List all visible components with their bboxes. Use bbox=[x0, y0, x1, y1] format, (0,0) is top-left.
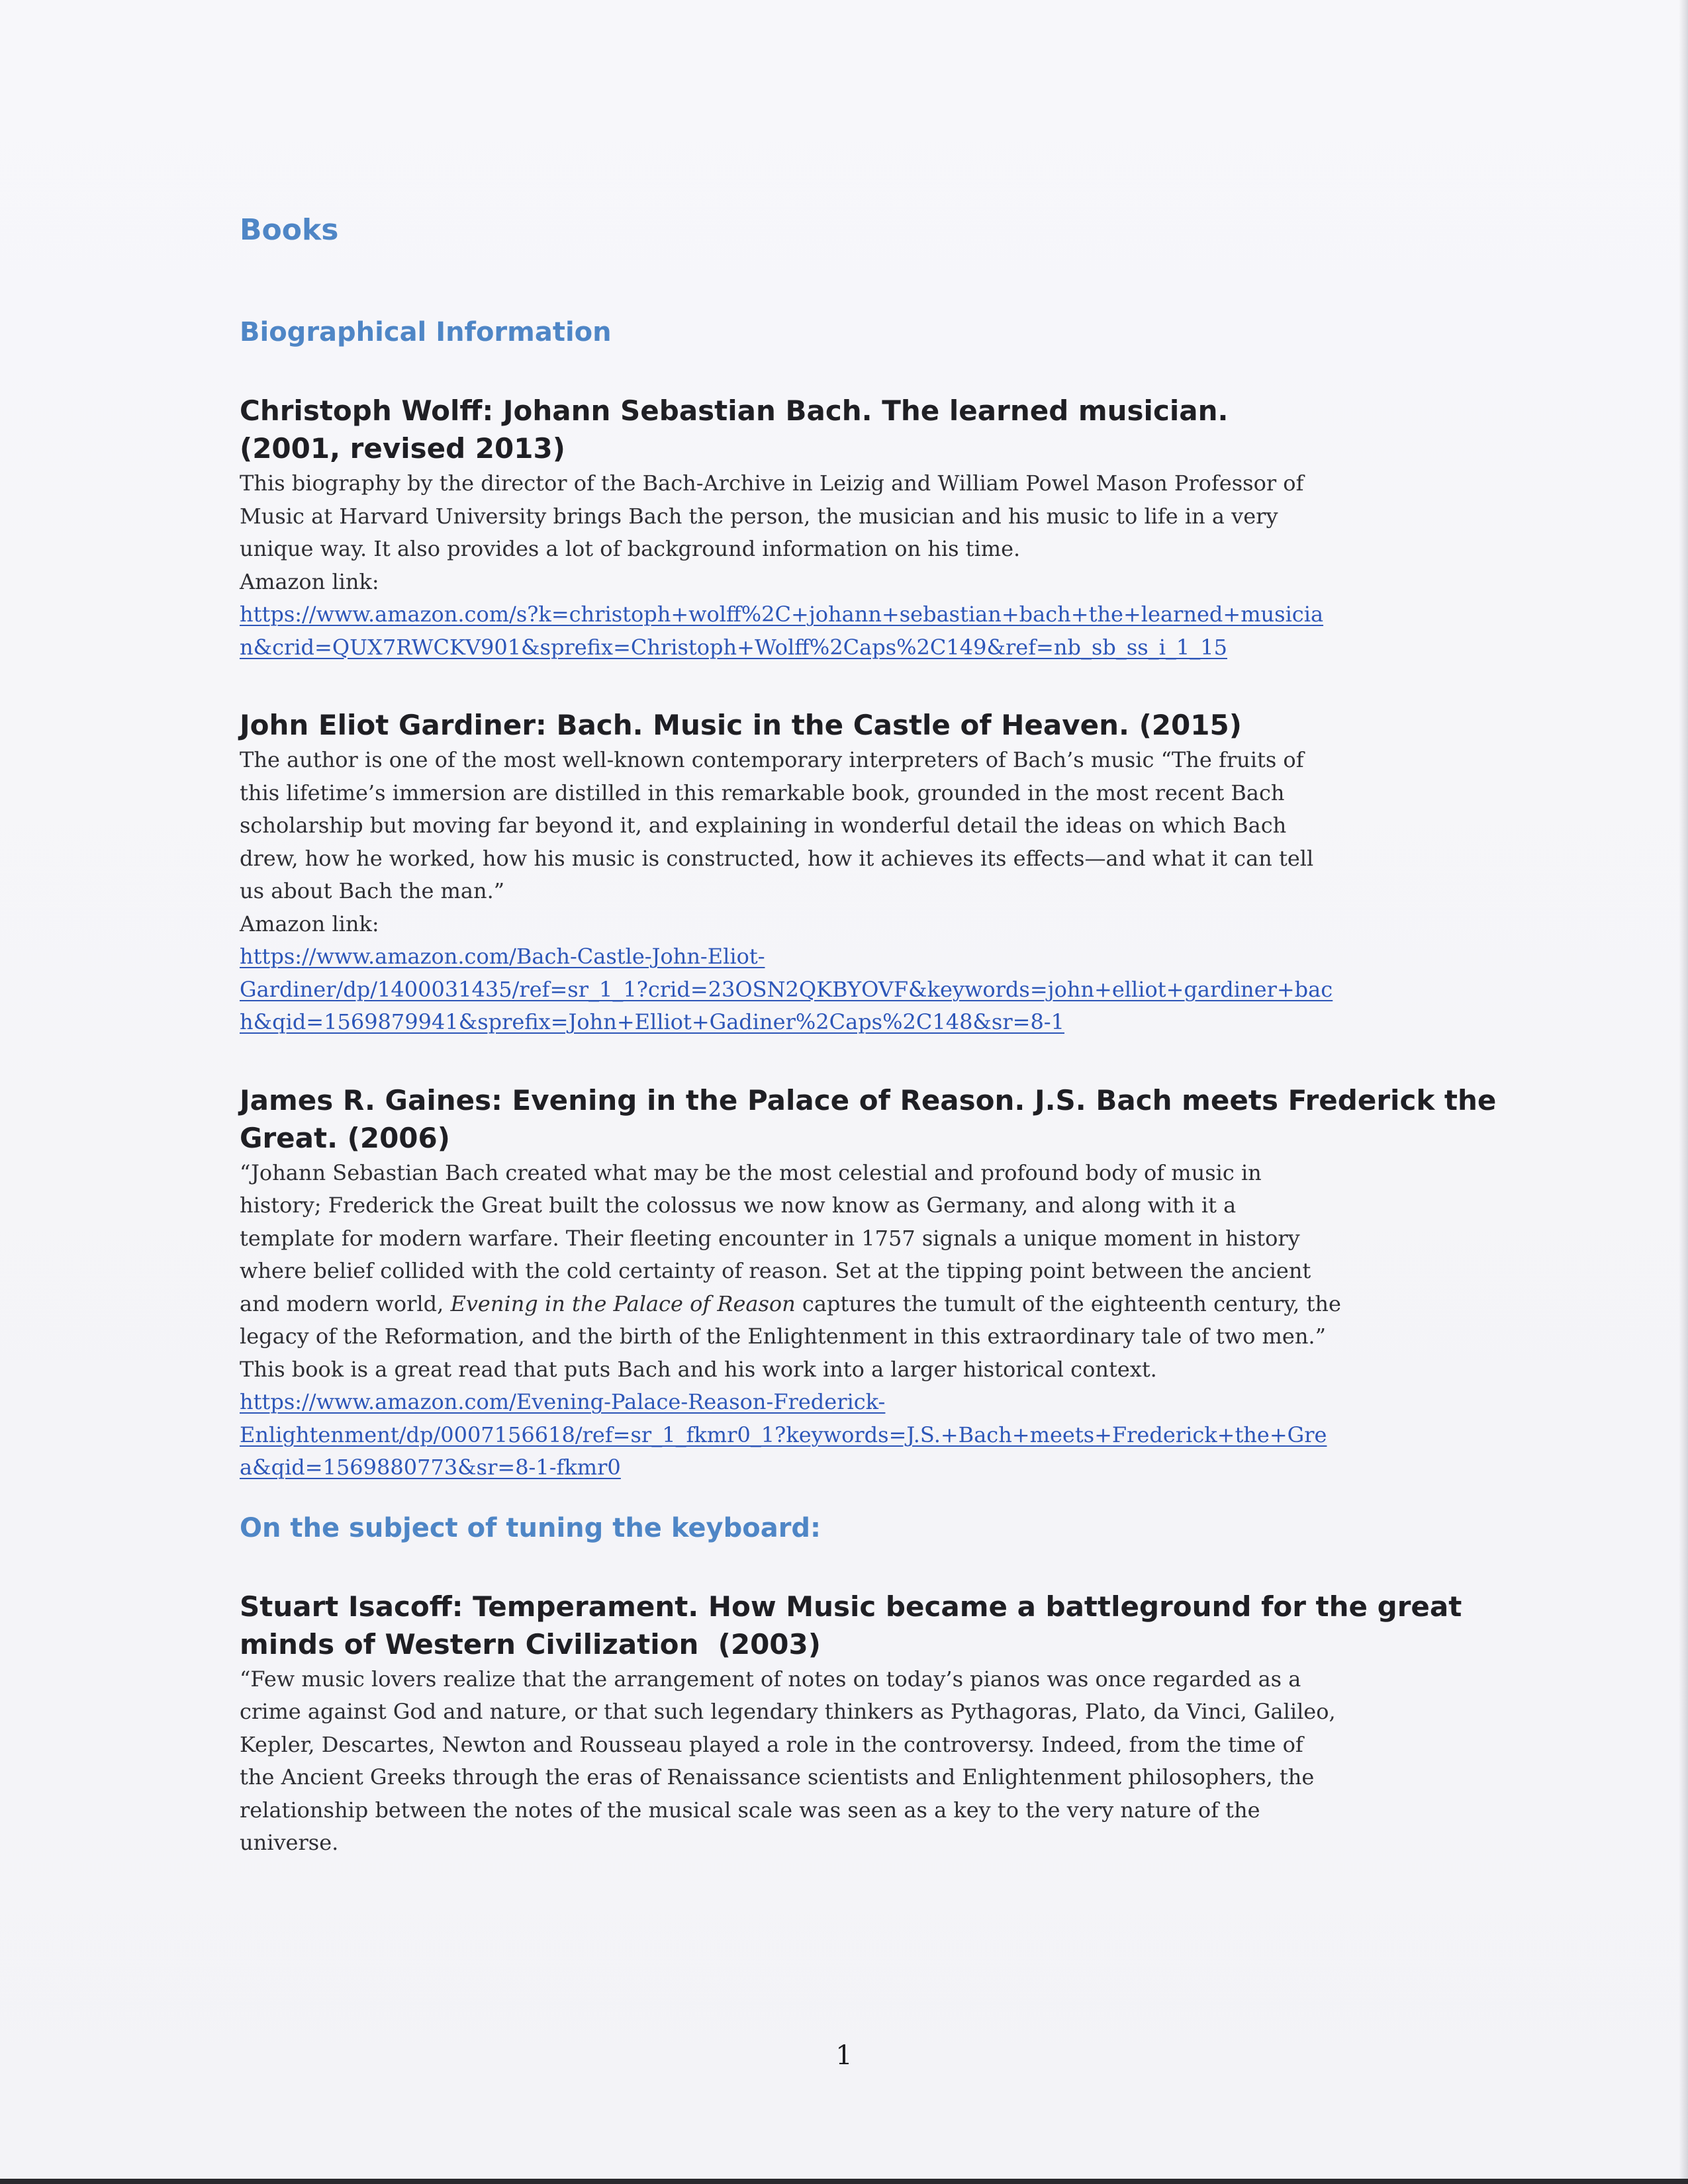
italic-book-title: Evening in the Palace of Reason bbox=[450, 1291, 796, 1316]
book-title: John Eliot Gardiner: Bach. Music in the Castle of Heaven. (2015) bbox=[240, 709, 1242, 741]
section-title-biographical: Biographical Information bbox=[240, 317, 612, 347]
italic-title-line: and modern world, Evening in the Palace of Reason captures the tumult of the eighteenth century, the bbox=[240, 1291, 1341, 1316]
page-number: 1 bbox=[835, 2040, 853, 2071]
scan-edge-bottom bbox=[0, 2179, 1688, 2184]
book-entry-isacoff bbox=[240, 1588, 1462, 1860]
book-description: “Few music lovers realize that the arrangement of notes on today’s pianos was once regarded as a crime against God and nature, or that such legendary thinkers as Pythagoras, Plato, da Vinci, Galileo, Kepler, Descartes, Newton and Rousseau played a role in the controversy. Indeed, from the time of the Ancient Greeks through the eras of Renaissance scientists and Enlightenment philosophers, the relationship between the notes of the musical scale was seen as a key to the very nature of the universe. bbox=[240, 1666, 1336, 1855]
book-entry-gardiner bbox=[240, 706, 1431, 1039]
book-entry-wolff bbox=[240, 392, 1431, 664]
book-title: James R. Gaines: Evening in the Palace of Reason. J.S. Bach meets Frederick the Great. (2006) bbox=[240, 1083, 1497, 1154]
section-title-tuning: On the subject of tuning the keyboard: bbox=[240, 1512, 821, 1543]
book-title: Christoph Wolff: Johann Sebastian Bach. The learned musician. (2001, revised 2013) bbox=[240, 394, 1229, 465]
book-description: “Johann Sebastian Bach created what may be the most celestial and profound body of music in history; Frederick the Great built the colossus we now know as Germany, and along with it a template for modern warfare. Their fleeting encounter in 1757 signals a unique moment in history where belief collided with the cold certainty of reason. Set at the tipping point between the ancient and modern world, Evening in the Palace of Reason captures the tumult of the eighteenth century, the legacy of the Reformation, and the birth of the Enlightenment in this extraordinary tale of two men.” This book is a great read that puts Bach and his work into a larger historical context. bbox=[240, 1157, 1431, 1387]
amazon-link-label: Amazon link: bbox=[240, 569, 379, 594]
book-description: The author is one of the most well-known contemporary interpreters of Bach’s music “The fruits of this lifetime’s immersion are distilled in this remarkable book, grounded in the most recent Bach scholarship but moving far beyond it, and explaining in wonderful detail the ideas on which Bach drew, how he worked, how his music is constructed, how it achieves its effects—and what it can tell us about Bach the man.” Amazon link: bbox=[240, 744, 1431, 940]
books-heading: Books bbox=[240, 213, 339, 247]
amazon-link-label: Amazon link: bbox=[240, 911, 379, 936]
amazon-link[interactable]: https://www.amazon.com/Bach-Castle-John-Eliot- Gardiner/dp/1400031435/ref=sr_1_1?crid=23OSN2QKBYOVF&keywords=john+elliot+gardiner+bac h&qid=1569879941&sprefix=John+Elliot+Gadiner%2Caps%2C148&sr=8-1 bbox=[240, 944, 1333, 1034]
scan-shadow-right bbox=[1679, 0, 1688, 2184]
book-entry-gaines bbox=[240, 1081, 1497, 1484]
amazon-link[interactable]: https://www.amazon.com/Evening-Palace-Reason-Frederick- Enlightenment/dp/0007156618/ref=sr_1_fkmr0_1?keywords=J.S.+Bach+meets+Frederick+the+Gre a&qid=1569880773&sr=8-1-fkmr0 bbox=[240, 1389, 1327, 1480]
page-content bbox=[240, 210, 1497, 1860]
book-title: Stuart Isacoff: Temperament. How Music became a battleground for the great minds of Western Civilization (2003) bbox=[240, 1590, 1462, 1661]
book-description: This biography by the director of the Bach-Archive in Leizig and William Powel Mason Professor of Music at Harvard University brings Bach the person, the musician and his music to life in a very unique way. It also provides a lot of background information on his time. Amazon link: bbox=[240, 467, 1431, 598]
amazon-link[interactable]: https://www.amazon.com/s?k=christoph+wolff%2C+johann+sebastian+bach+the+learned+musicia n&crid=QUX7RWCKV901&sprefix=Christoph+Wolff%2Caps%2C149&ref=nb_sb_ss_i_1_15 bbox=[240, 602, 1324, 660]
